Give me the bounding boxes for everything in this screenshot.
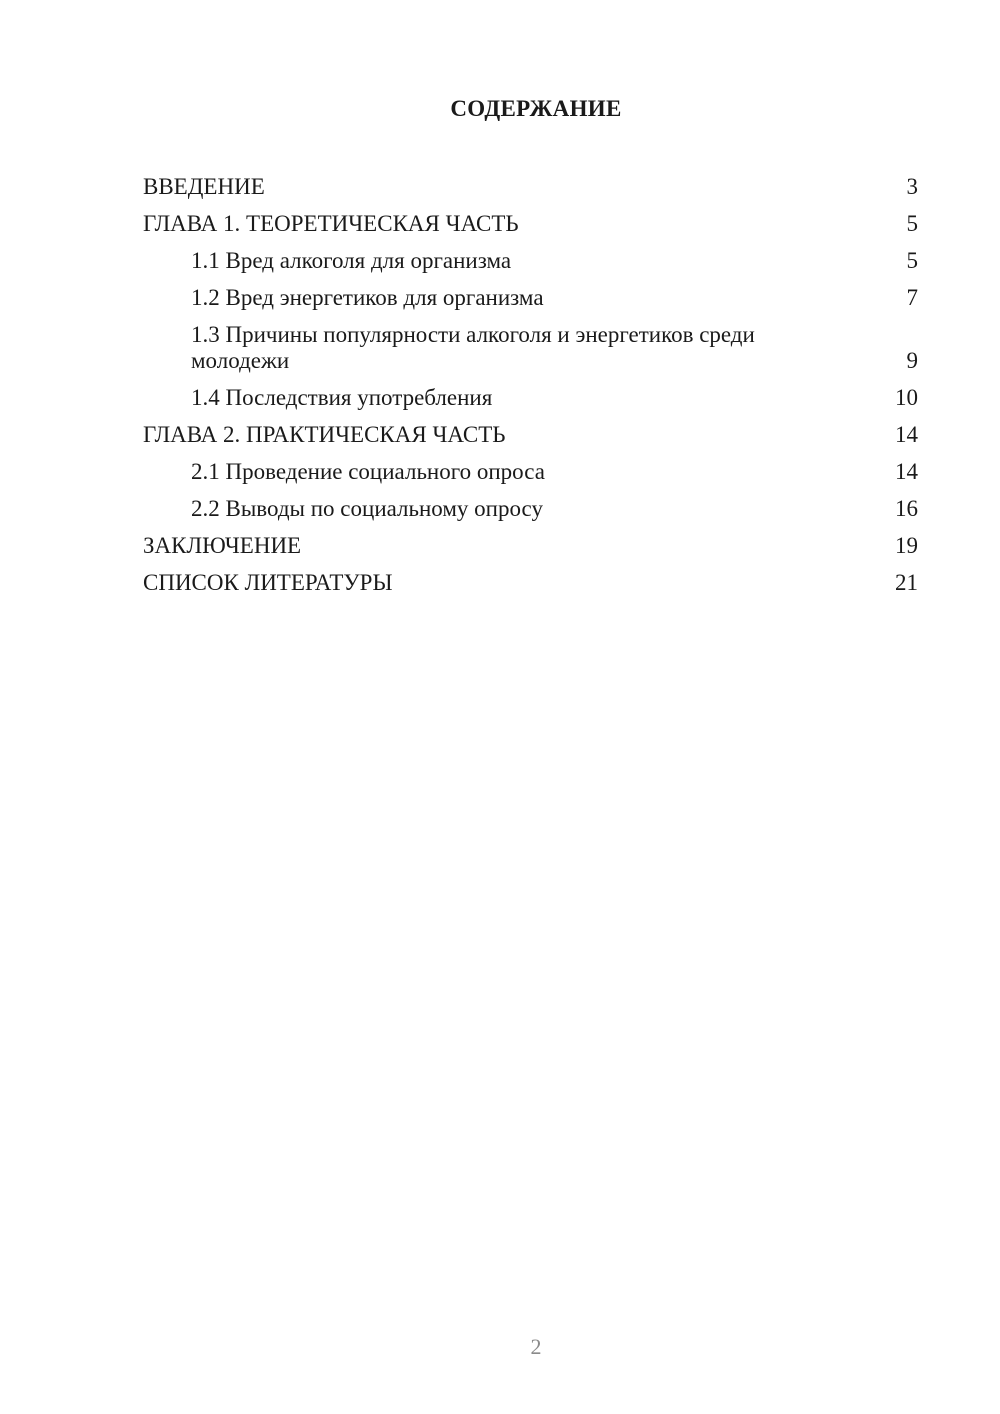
page-title: СОДЕРЖАНИЕ: [450, 96, 622, 121]
toc-entry-page: 5: [906, 211, 918, 236]
toc-entry-chapter-1[interactable]: [143, 205, 918, 242]
toc-entry-page: 19: [895, 533, 918, 558]
toc-entry-section-1-1[interactable]: [143, 242, 918, 279]
toc-entry-page: 3: [906, 174, 918, 199]
toc-entry-references[interactable]: [143, 564, 918, 601]
toc-entry-label: ГЛАВА 1. ТЕОРЕТИЧЕСКАЯ ЧАСТЬ: [143, 211, 519, 236]
toc-entry-chapter-2[interactable]: [143, 416, 918, 453]
toc-entry-label: 1.2 Вред энергетиков для организма: [191, 285, 544, 310]
toc-entry-label: 1.3 Причины популярности алкоголя и энергетиков среди молодежи: [191, 322, 755, 373]
toc-entry-label: 1.1 Вред алкоголя для организма: [191, 248, 512, 273]
toc-entry-page: 16: [895, 496, 918, 521]
toc-entry-introduction[interactable]: [143, 168, 918, 205]
toc-entry-label: ЗАКЛЮЧЕНИЕ: [143, 533, 302, 558]
toc-entry-label: 2.1 Проведение социального опроса: [191, 459, 545, 484]
table-of-contents: [143, 168, 918, 601]
toc-entry-page: 21: [895, 570, 918, 595]
toc-entry-page: 7: [906, 285, 918, 310]
page-number: 2: [530, 1334, 542, 1359]
toc-entry-label: ГЛАВА 2. ПРАКТИЧЕСКАЯ ЧАСТЬ: [143, 422, 506, 447]
toc-entry-page: 14: [895, 422, 918, 447]
toc-entry-page: 9: [906, 348, 918, 373]
toc-entry-label: ВВЕДЕНИЕ: [143, 174, 265, 199]
toc-entry-label: 2.2 Выводы по социальному опросу: [191, 496, 543, 521]
toc-entry-section-2-1[interactable]: [143, 453, 918, 490]
toc-entry-page: 10: [895, 385, 918, 410]
toc-entry-page: 5: [906, 248, 918, 273]
toc-entry-conclusion[interactable]: [143, 527, 918, 564]
toc-entry-label: СПИСОК ЛИТЕРАТУРЫ: [143, 570, 393, 595]
toc-entry-section-1-2[interactable]: [143, 279, 918, 316]
toc-entry-label: 1.4 Последствия употребления: [191, 385, 493, 410]
toc-entry-section-1-4[interactable]: [143, 379, 918, 416]
toc-entry-page: 14: [895, 459, 918, 484]
toc-entry-section-1-3[interactable]: [143, 316, 918, 379]
toc-entry-section-2-2[interactable]: [143, 490, 918, 527]
